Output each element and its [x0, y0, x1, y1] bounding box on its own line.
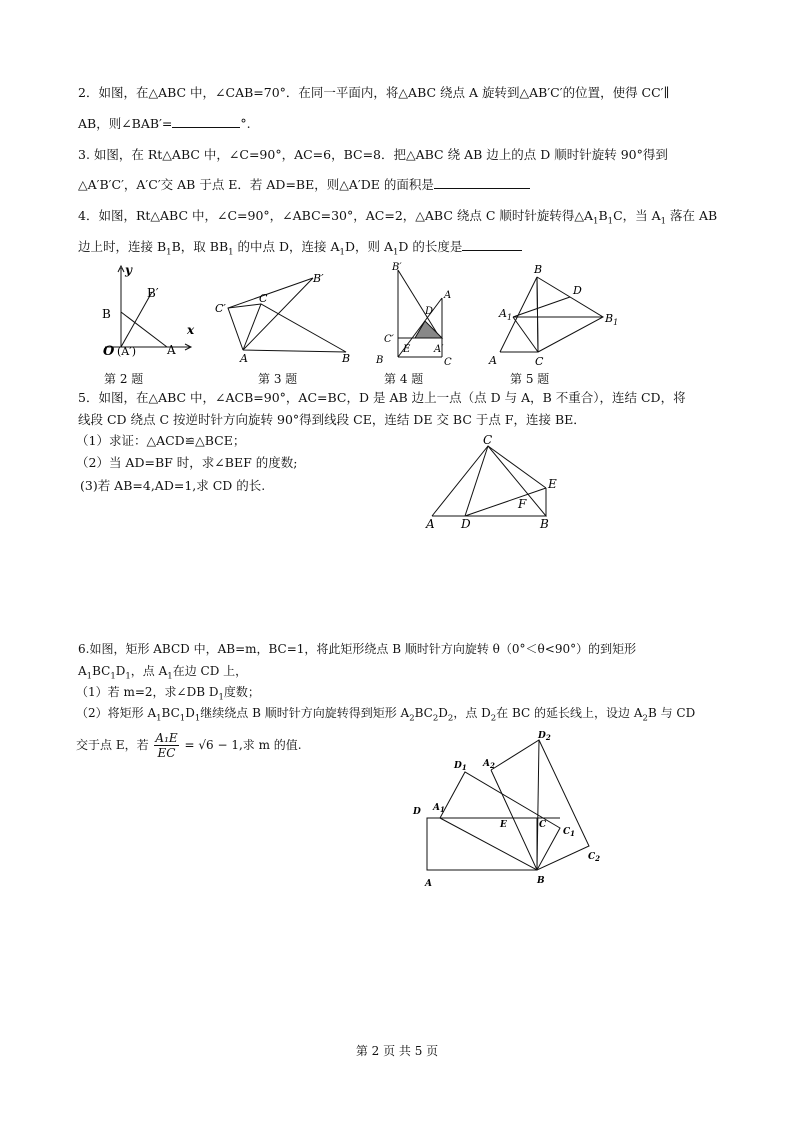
q2-answer-blank [172, 115, 240, 128]
q6-text: 在 BC 的延长线上，设边 A [496, 706, 643, 720]
q6-sub: 1 [194, 713, 201, 724]
label-D: D [461, 517, 471, 531]
q6-text: B 与 CD [647, 706, 696, 720]
q6-sub: 1 [218, 692, 224, 703]
label-y: y [125, 263, 132, 277]
rectangle-A2BC2D2 [491, 740, 589, 870]
q3-line2-pre: △A′B′C′，A′C′交 AB 于点 E．若 AD=BE，则△A′DE 的面积是 [78, 177, 434, 192]
q3-line1: 3. 如图，在 Rt△ABC 中，∠C=90°，AC=6，BC=8．把△ABC 绕 AB 边上的点 D 顺时针旋转 90°得到 [78, 147, 668, 162]
q4-answer-blank [462, 238, 522, 251]
label-A1: $A_1$ [433, 803, 445, 814]
label-A: A [167, 343, 176, 357]
q6-sub: 2 [447, 713, 454, 724]
q5-part3: (3)若 AB=4,AD=1,求 CD 的长. [80, 478, 266, 493]
segment-OB-prime [121, 292, 152, 347]
label-B: B [102, 307, 111, 321]
label-C: C [259, 292, 268, 305]
caption-fig3: 第 3 题 [258, 372, 298, 386]
q4-text: B [598, 208, 608, 223]
caption-fig2: 第 2 题 [104, 372, 144, 386]
label-A-prime: A′ [434, 344, 444, 355]
caption-fig5: 第 5 题 [510, 372, 550, 386]
label-B-prime: B′ [313, 272, 324, 285]
q5-part2: （2）当 AD=BF 时，求∠BEF 的度数; [76, 455, 298, 470]
segment-BA [121, 312, 167, 347]
label-A: A [240, 352, 248, 365]
label-B1: $B_1$ [605, 312, 619, 327]
q6-text: ，点 D [453, 706, 491, 720]
label-C: C [444, 357, 452, 368]
q4-sub: 1 [166, 247, 172, 258]
label-D: D [413, 807, 421, 817]
label-A: A [425, 879, 432, 889]
q6-sub: 1 [125, 671, 131, 682]
q6-text: A [78, 664, 87, 678]
label-E: E [500, 820, 507, 830]
q6-text: BC [414, 706, 433, 720]
q6-sub: 2 [642, 713, 648, 724]
label-A: A [426, 517, 435, 531]
label-B: B [537, 876, 545, 886]
q5-line1: 5．如图，在△ABC 中，∠ACB=90°，AC=BC，D 是 AB 边上一点（点 D 与 A，B 不重合），连结 CD，将 [78, 390, 686, 405]
q6-sub: 2 [432, 713, 439, 724]
label-C2: $C_2$ [588, 852, 601, 863]
q6-text: D [115, 664, 126, 678]
q4-sub: 1 [339, 247, 345, 258]
figure-q6 [405, 728, 605, 893]
label-E: E [548, 477, 557, 491]
label-D: D [573, 284, 582, 297]
q6-text: （1）若 m=2，求∠DB D [76, 685, 219, 699]
label-C1: $C_1$ [563, 827, 576, 838]
label-C: C [535, 355, 544, 368]
label-C: C [483, 433, 493, 447]
label-D: D [425, 306, 434, 317]
q4-sub: 1 [392, 247, 399, 258]
figure-4 [370, 262, 460, 370]
fraction-A1E-over-EC [154, 731, 178, 760]
fraction-denominator: EC [157, 746, 176, 760]
label-B-prime: B′ [392, 262, 402, 273]
label-D1: $D_1$ [454, 761, 467, 772]
q4-sub: 1 [593, 216, 599, 227]
q6-sub: 2 [490, 713, 497, 724]
q5-line2: 线段 CD 绕点 C 按逆时针方向旋转 90°得到线段 CE，连结 DE 交 BC 于点 F，连接 BE． [78, 412, 586, 427]
q4-text: D，则 A [344, 239, 393, 254]
q6-text: D [185, 706, 195, 720]
label-C-prime: C′ [215, 302, 226, 315]
q4-text: 的中点 D，连接 A [233, 239, 340, 254]
label-E: E [403, 344, 411, 355]
figure-2 [95, 262, 205, 362]
q6-sub: 1 [86, 671, 93, 682]
q6-sub: 2 [409, 713, 415, 724]
q6-text: （2）将矩形 A [76, 706, 157, 720]
label-C: C [539, 820, 547, 830]
label-A1: $A_1$ [499, 307, 513, 322]
q4-sub: 1 [660, 216, 667, 227]
label-F: F [518, 497, 527, 511]
q6-part1 [76, 683, 260, 706]
q6-text: 度数； [223, 685, 260, 699]
q2-line2-post: °. [240, 116, 251, 131]
q2-line1: 2．如图，在△ABC 中，∠CAB=70°．在同一平面内，将△ABC 绕点 A 旋转到△AB′C′的位置，使得 CC′∥ [78, 85, 670, 100]
label-D2: $D_2$ [538, 731, 551, 742]
label-A: A [444, 290, 452, 301]
q6-text: 交于点 E，若 [76, 738, 149, 752]
label-C-prime: C′ [384, 334, 394, 345]
q6-sub: 1 [110, 671, 116, 682]
q6-text: BC [161, 706, 180, 720]
q6-text: 继续绕点 B 顺时针方向旋转得到矩形 A [200, 706, 410, 720]
q6-text: D [438, 706, 448, 720]
q2-line2 [78, 115, 251, 133]
q6-sub: 1 [179, 713, 186, 724]
q4-sub: 1 [607, 216, 614, 227]
caption-fig4: 第 4 题 [384, 372, 424, 386]
q4-text: 落在 AB [666, 208, 718, 223]
q5-part1: （1）求证：△ACD≌△BCE； [76, 433, 246, 448]
q4-line2 [78, 238, 522, 262]
figure-3 [215, 268, 355, 363]
label-B: B [342, 352, 351, 365]
q6-sub: 1 [156, 713, 162, 724]
q4-text: 4．如图，Rt△ABC 中，∠C=90°，∠ABC=30°，AC=2，△ABC 绕点 C 顺时针旋转得△A [78, 208, 594, 223]
q6-line2 [78, 662, 247, 685]
q2-line2-pre: AB，则∠BAB′= [78, 116, 173, 131]
q6-text: 在边 CD 上， [172, 664, 248, 678]
q3-answer-blank [434, 176, 530, 189]
figure-5-small [485, 262, 619, 370]
label-B: B [540, 517, 549, 531]
label-B: B [534, 263, 543, 276]
q4-line1 [78, 207, 717, 231]
q6-last-line [76, 730, 302, 760]
label-O: O [103, 344, 115, 359]
q4-text: C，当 A [613, 208, 661, 223]
label-x: x [187, 323, 195, 337]
label-B-prime: B′ [147, 286, 159, 300]
rectangle-ABCD [427, 818, 537, 870]
q4-text: 边上时，连接 B [78, 239, 167, 254]
fraction-numerator: A₁E [155, 731, 178, 745]
triangle-AB-prime-C-prime [228, 278, 313, 350]
q6-text: = √6 − 1,求 m 的值. [184, 738, 302, 752]
q4-text: B，取 BB [171, 239, 229, 254]
triangle-ABC [243, 304, 346, 352]
q6-line1: 6.如图，矩形 ABCD 中，AB=m，BC=1，将此矩形绕点 B 顺时针方向旋转 θ（0°＜θ<90°）的到矩形 [78, 642, 637, 656]
page-footer: 第 2 页 共 5 页 [355, 1044, 439, 1058]
label-A: A [489, 354, 497, 367]
q3-line2 [78, 176, 530, 194]
q6-sub: 1 [167, 671, 173, 682]
label-A-prime: (A′) [117, 345, 137, 358]
q6-text: BC [92, 664, 111, 678]
q4-text: D 的长度是 [398, 239, 463, 254]
figure-q5 [420, 433, 570, 533]
label-B: B [376, 355, 384, 366]
q6-text: ，点 A [130, 664, 168, 678]
label-A2: $A_2$ [483, 759, 495, 770]
q4-sub: 1 [228, 247, 234, 258]
q6-part2 [76, 704, 695, 727]
